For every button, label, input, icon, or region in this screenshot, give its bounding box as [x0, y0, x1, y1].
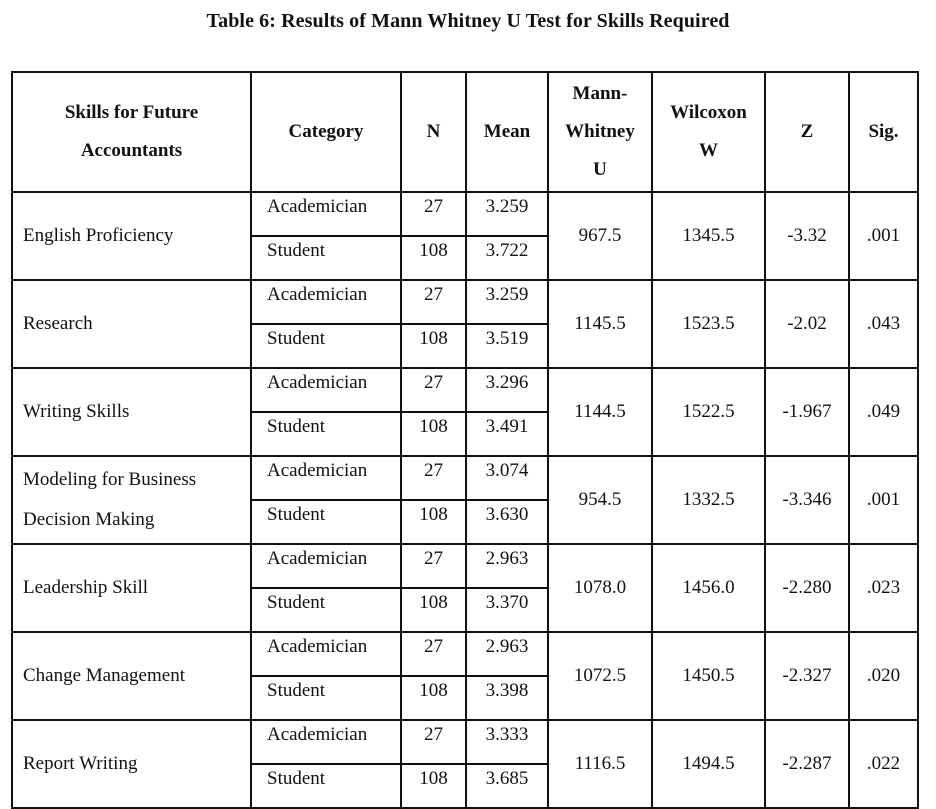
n-cell: 108: [401, 676, 466, 720]
z-cell: -3.32: [765, 192, 849, 280]
category-cell: Academician: [251, 280, 401, 324]
skill-name-line: English Proficiency: [23, 225, 174, 246]
mean-cell: 3.398: [466, 676, 548, 720]
category-cell: Student: [251, 764, 401, 808]
category-cell: Academician: [251, 720, 401, 764]
z-cell: -3.346: [765, 456, 849, 544]
wilcoxon-w-cell: 1450.5: [652, 632, 765, 720]
table-row: [12, 280, 918, 324]
table-row: [12, 456, 918, 500]
header-z: Z: [765, 72, 849, 192]
n-cell: 27: [401, 632, 466, 676]
header-wilcoxon: [652, 72, 765, 192]
n-cell: 108: [401, 764, 466, 808]
n-cell: 108: [401, 500, 466, 544]
n-cell: 27: [401, 544, 466, 588]
mann-whitney-u-cell: 1145.5: [548, 280, 652, 368]
table-row: [12, 632, 918, 676]
skill-name: [12, 280, 251, 368]
header-mann-whitney-line: Whitney: [565, 121, 635, 142]
mean-cell: 3.630: [466, 500, 548, 544]
category-cell: Academician: [251, 544, 401, 588]
mann-whitney-u-cell: 1116.5: [548, 720, 652, 808]
category-cell: Student: [251, 324, 401, 368]
category-cell: Student: [251, 676, 401, 720]
category-cell: Student: [251, 412, 401, 456]
skill-name-line: Decision Making: [23, 509, 155, 530]
z-cell: -2.327: [765, 632, 849, 720]
skill-name-line: Research: [23, 313, 93, 334]
header-wilcoxon-line: Wilcoxon: [670, 102, 747, 123]
n-cell: 27: [401, 368, 466, 412]
skill-name: [12, 720, 251, 808]
n-cell: 108: [401, 324, 466, 368]
mean-cell: 3.333: [466, 720, 548, 764]
mean-cell: 3.685: [466, 764, 548, 808]
sig-cell: .049: [849, 368, 918, 456]
skill-name: [12, 368, 251, 456]
z-cell: -2.280: [765, 544, 849, 632]
table-body: [12, 192, 918, 808]
mean-cell: 3.370: [466, 588, 548, 632]
table-row: [12, 720, 918, 764]
header-n: N: [401, 72, 466, 192]
skill-name-line: Writing Skills: [23, 401, 130, 422]
category-cell: Student: [251, 500, 401, 544]
header-skills-line: Skills for Future: [64, 102, 199, 123]
category-cell: Academician: [251, 632, 401, 676]
category-cell: Academician: [251, 456, 401, 500]
skill-name: [12, 632, 251, 720]
table-row: [12, 192, 918, 236]
z-cell: -2.02: [765, 280, 849, 368]
mean-cell: 3.519: [466, 324, 548, 368]
n-cell: 108: [401, 236, 466, 280]
wilcoxon-w-cell: 1523.5: [652, 280, 765, 368]
mann-whitney-u-cell: 967.5: [548, 192, 652, 280]
skill-name: [12, 544, 251, 632]
header-mann-whitney: [548, 72, 652, 192]
wilcoxon-w-cell: 1332.5: [652, 456, 765, 544]
n-cell: 108: [401, 588, 466, 632]
mean-cell: 3.722: [466, 236, 548, 280]
mann-whitney-u-cell: 954.5: [548, 456, 652, 544]
table-row: [12, 544, 918, 588]
n-cell: 27: [401, 456, 466, 500]
mean-cell: 3.296: [466, 368, 548, 412]
header-category: Category: [251, 72, 401, 192]
wilcoxon-w-cell: 1494.5: [652, 720, 765, 808]
n-cell: 108: [401, 412, 466, 456]
header-mann-whitney-line: U: [593, 159, 607, 180]
sig-cell: .043: [849, 280, 918, 368]
mean-cell: 3.491: [466, 412, 548, 456]
header-skills-line: Accountants: [80, 140, 183, 161]
n-cell: 27: [401, 720, 466, 764]
skill-name: [12, 456, 251, 544]
mann-whitney-u-cell: 1144.5: [548, 368, 652, 456]
sig-cell: .001: [849, 192, 918, 280]
table-title: Table 6: Results of Mann Whitney U Test for Skills Required: [206, 10, 730, 32]
mann-whitney-u-cell: 1078.0: [548, 544, 652, 632]
skill-name-line: Leadership Skill: [23, 577, 149, 598]
category-cell: Student: [251, 588, 401, 632]
skill-name-line: Change Management: [23, 665, 185, 686]
sig-cell: .020: [849, 632, 918, 720]
header-mean: Mean: [466, 72, 548, 192]
wilcoxon-w-cell: 1456.0: [652, 544, 765, 632]
category-cell: Student: [251, 236, 401, 280]
mean-cell: 3.259: [466, 280, 548, 324]
mean-cell: 3.074: [466, 456, 548, 500]
n-cell: 27: [401, 192, 466, 236]
skill-name: [12, 192, 251, 280]
table-row: [12, 368, 918, 412]
category-cell: Academician: [251, 368, 401, 412]
mann-whitney-u-cell: 1072.5: [548, 632, 652, 720]
header-mann-whitney-line: Mann-: [572, 83, 628, 104]
sig-cell: .022: [849, 720, 918, 808]
header-row: [12, 72, 918, 192]
header-sig: Sig.: [849, 72, 918, 192]
z-cell: -2.287: [765, 720, 849, 808]
header-skills: [12, 72, 251, 192]
z-cell: -1.967: [765, 368, 849, 456]
sig-cell: .001: [849, 456, 918, 544]
skill-name-line: Modeling for Business: [23, 469, 197, 490]
header-wilcoxon-line: W: [699, 140, 718, 161]
category-cell: Academician: [251, 192, 401, 236]
mean-cell: 2.963: [466, 632, 548, 676]
n-cell: 27: [401, 280, 466, 324]
mean-cell: 3.259: [466, 192, 548, 236]
mean-cell: 2.963: [466, 544, 548, 588]
wilcoxon-w-cell: 1522.5: [652, 368, 765, 456]
wilcoxon-w-cell: 1345.5: [652, 192, 765, 280]
skill-name-line: Report Writing: [23, 753, 138, 774]
results-table: [11, 71, 919, 809]
sig-cell: .023: [849, 544, 918, 632]
